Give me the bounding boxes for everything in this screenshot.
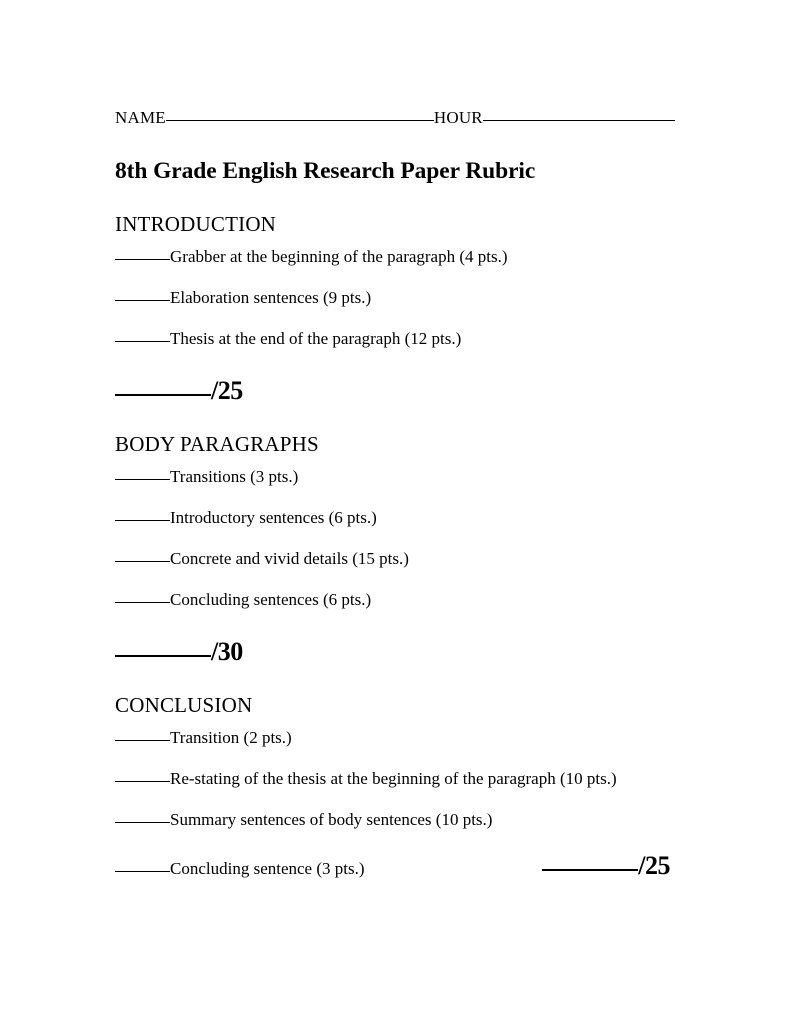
- section-heading-introduction: INTRODUCTION: [115, 212, 277, 236]
- score-blank[interactable]: [115, 300, 170, 301]
- score-blank[interactable]: [115, 781, 170, 782]
- section-heading-body-paragraphs: BODY PARAGRAPHS: [115, 432, 319, 456]
- subtotal-max: /30: [211, 637, 243, 666]
- criterion-label: Introductory sentences (6 pts.): [170, 508, 377, 527]
- subtotal-max: /25: [211, 376, 243, 405]
- score-blank[interactable]: [115, 341, 170, 342]
- subtotal-blank[interactable]: [115, 394, 211, 396]
- score-blank[interactable]: [115, 561, 170, 562]
- name-label: NAME: [115, 108, 166, 127]
- criterion-label: Re-stating of the thesis at the beginning of the paragraph (10 pts.): [170, 769, 617, 788]
- subtotal-introduction: [115, 376, 675, 406]
- criteria-list-body-paragraphs: [115, 467, 675, 610]
- criterion-row: [115, 769, 675, 789]
- criterion-row: [115, 590, 675, 610]
- score-blank[interactable]: [115, 479, 170, 480]
- hour-label: HOUR: [433, 108, 483, 127]
- criteria-list-introduction: [115, 247, 675, 349]
- criterion-row: [115, 728, 675, 748]
- criterion-row: [115, 329, 675, 349]
- subtotal-max: /25: [638, 851, 670, 880]
- criterion-label: Elaboration sentences (9 pts.): [170, 288, 372, 307]
- criterion-row: [115, 247, 675, 267]
- score-blank[interactable]: [115, 871, 170, 872]
- criterion-label: Concrete and vivid details (15 pts.): [170, 549, 409, 568]
- subtotal-conclusion: [542, 851, 670, 881]
- criterion-label: Concluding sentences (6 pts.): [170, 590, 372, 609]
- criterion-row: [115, 467, 675, 487]
- criterion-row: [115, 810, 675, 830]
- score-blank[interactable]: [115, 740, 170, 741]
- criterion-label: Thesis at the end of the paragraph (12 pts.): [170, 329, 462, 348]
- section-heading-conclusion: CONCLUSION: [115, 693, 253, 717]
- criterion-row: [115, 288, 675, 308]
- final-criterion-and-subtotal-row: [115, 851, 675, 881]
- subtotal-blank[interactable]: [542, 869, 638, 871]
- criterion-label: Transitions (3 pts.): [170, 467, 299, 486]
- name-hour-line: [115, 108, 675, 128]
- criterion-row: [115, 508, 675, 528]
- criterion-row: [115, 549, 675, 569]
- score-blank[interactable]: [115, 602, 170, 603]
- score-blank[interactable]: [115, 520, 170, 521]
- subtotal-blank[interactable]: [115, 655, 211, 657]
- document-content: [115, 108, 675, 881]
- subtotal-body-paragraphs: [115, 637, 675, 667]
- criterion-label: Concluding sentence (3 pts.): [170, 859, 365, 878]
- page-title: 8th Grade English Research Paper Rubric: [115, 158, 536, 184]
- name-blank[interactable]: [166, 120, 434, 121]
- criterion-label: Summary sentences of body sentences (10 pts.): [170, 810, 493, 829]
- score-blank[interactable]: [115, 259, 170, 260]
- criterion-label: Transition (2 pts.): [170, 728, 292, 747]
- criterion-row: [115, 859, 365, 879]
- criteria-list-conclusion: [115, 728, 675, 881]
- hour-blank[interactable]: [483, 120, 675, 121]
- criterion-label: Grabber at the beginning of the paragraph (4 pts.): [170, 247, 508, 266]
- score-blank[interactable]: [115, 822, 170, 823]
